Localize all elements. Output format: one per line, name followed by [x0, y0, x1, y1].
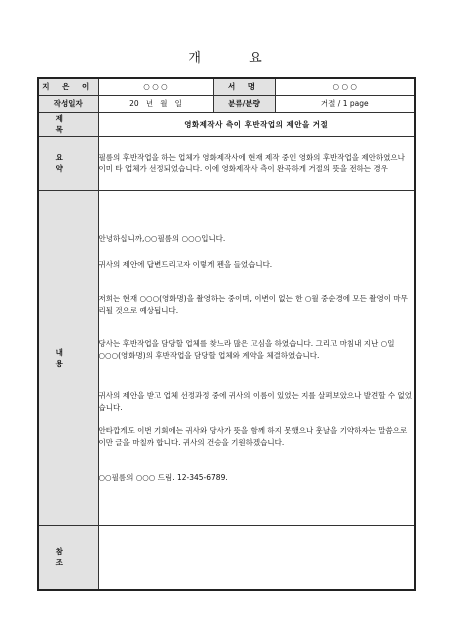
content-paragraph: 당사는 후반작업을 담당할 업체를 찾느라 많은 고심을 하였습니다. 그리고 마침내 지난 ○일 ○○○(영화명)의 후반작업을 담당할 업체와 계약을 체결하였습니다.: [98, 338, 395, 361]
reference-row: [38, 525, 415, 590]
reference-value: [98, 525, 415, 590]
date-label: 작성일자: [38, 95, 98, 112]
signature-label: 서 명: [213, 78, 275, 95]
summary-form: [37, 77, 416, 591]
author-label: 지 은 이: [38, 78, 98, 95]
content-paragraph: 귀사의 제안에 답변드리고자 이렇게 펜을 들었습니다.: [98, 260, 273, 270]
summary-text: 필름의 후반작업을 하는 업체가 영화제작사에 현재 제작 중인 영화의 후반작업을 제안하였으나 이미 타 업체가 선정되었습니다. 이에 영화제작사 측이 완곡하게 거절의 뜻을 전하는 경우: [98, 136, 415, 190]
document-title: 개 요: [188, 51, 284, 66]
subject-value: 영화제작사 측이 후반작업의 제안을 거절: [98, 112, 415, 136]
category-label: 분류/분량: [213, 95, 275, 112]
signature-value: ○ ○ ○: [275, 78, 415, 95]
content-body: [98, 190, 415, 525]
author-value: ○ ○ ○: [98, 78, 213, 95]
author-row: [38, 78, 415, 95]
content-row: [38, 190, 415, 525]
content-paragraph: 안녕하십니까,○○필름의 ○○○입니다.: [98, 233, 226, 243]
content-paragraph: 저희는 현재 ○○○(영화명)을 촬영하는 중이며, 이변이 없는 한 ○월 중순경에 모든 촬영이 마무리될 것으로 예상됩니다.: [98, 293, 408, 316]
subject-label: 제 목: [38, 112, 98, 136]
content-signoff: ○○필름의 ○○○ 드림. 12-345-6789.: [98, 472, 228, 482]
reference-label: 참 조: [38, 525, 98, 590]
date-row: [38, 95, 415, 112]
date-value: 20 년 월 일: [98, 95, 213, 112]
summary-label: 요 약: [38, 136, 98, 190]
content-label: 내 용: [38, 190, 98, 525]
category-value: 거절 / 1 page: [275, 95, 415, 112]
content-paragraph: 귀사의 제안을 받고 업체 선정과정 중에 귀사의 이름이 있었는 지를 살펴보았으나 발견할 수 없었습니다.: [98, 390, 413, 413]
content-paragraph: 안타깝게도 이번 기회에는 귀사와 당사가 뜻을 함께 하지 못했으나 훗날을 기약하자는 말씀으로 이만 글을 마칠까 합니다. 귀사의 건승을 기원하겠습니다.: [98, 425, 408, 448]
subject-row: [38, 112, 415, 136]
summary-row: [38, 136, 415, 190]
